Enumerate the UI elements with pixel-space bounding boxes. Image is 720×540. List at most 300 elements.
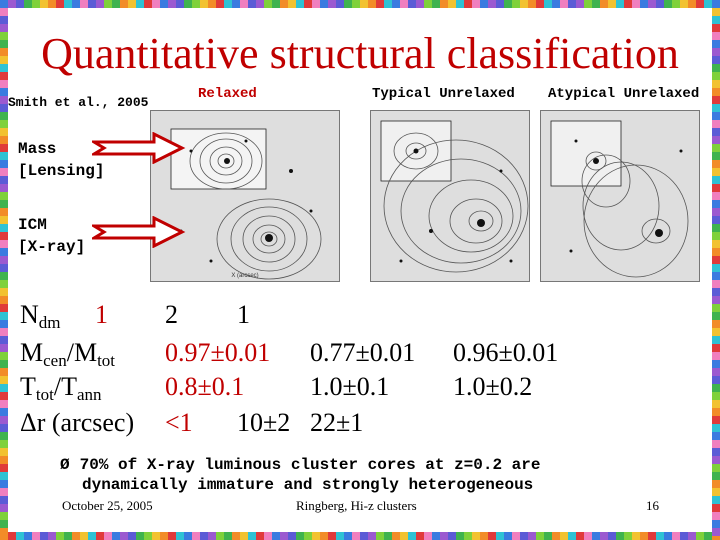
border-square bbox=[552, 0, 560, 8]
border-square bbox=[448, 0, 456, 8]
border-square bbox=[712, 512, 720, 520]
border-square bbox=[560, 0, 568, 8]
border-square bbox=[712, 0, 720, 8]
border-square bbox=[696, 0, 704, 8]
border-square bbox=[288, 532, 296, 540]
border-square bbox=[312, 0, 320, 8]
border-square bbox=[640, 0, 648, 8]
border-square bbox=[712, 376, 720, 384]
border-square bbox=[240, 532, 248, 540]
border-square bbox=[520, 532, 528, 540]
border-square bbox=[712, 288, 720, 296]
border-square bbox=[472, 532, 480, 540]
border-square bbox=[320, 0, 328, 8]
border-square bbox=[712, 128, 720, 136]
ndm-label: $N_{dm}$ bbox=[20, 300, 61, 332]
border-square bbox=[712, 496, 720, 504]
border-square bbox=[8, 532, 16, 540]
border-square bbox=[0, 312, 8, 320]
icm-label: ICM bbox=[18, 216, 47, 234]
row-ttot bbox=[20, 372, 102, 405]
border-square bbox=[112, 532, 120, 540]
ttot-label: $T_{tot}/T_{ann}$ bbox=[20, 372, 102, 404]
border-square bbox=[40, 532, 48, 540]
border-square bbox=[560, 532, 568, 540]
border-square bbox=[712, 424, 720, 432]
border-square bbox=[24, 0, 32, 8]
border-square bbox=[712, 192, 720, 200]
border-square bbox=[688, 0, 696, 8]
border-square bbox=[456, 532, 464, 540]
border-square bbox=[0, 336, 8, 344]
border-square bbox=[0, 456, 8, 464]
border-square bbox=[144, 0, 152, 8]
border-square bbox=[240, 0, 248, 8]
border-square bbox=[0, 528, 8, 536]
border-square bbox=[0, 472, 8, 480]
border-square bbox=[96, 0, 104, 8]
border-square bbox=[712, 96, 720, 104]
border-square bbox=[504, 532, 512, 540]
mass-label: Mass bbox=[18, 140, 57, 158]
border-square bbox=[0, 232, 8, 240]
border-square bbox=[568, 0, 576, 8]
border-square bbox=[280, 532, 288, 540]
border-square bbox=[0, 80, 8, 88]
border-square bbox=[32, 0, 40, 8]
border-square bbox=[0, 416, 8, 424]
border-square bbox=[424, 0, 432, 8]
border-square bbox=[0, 200, 8, 208]
border-square bbox=[528, 532, 536, 540]
border-square bbox=[472, 0, 480, 8]
border-square bbox=[104, 532, 112, 540]
border-square bbox=[360, 0, 368, 8]
border-square bbox=[600, 0, 608, 8]
border-square bbox=[0, 248, 8, 256]
border-square bbox=[0, 360, 8, 368]
border-square bbox=[712, 264, 720, 272]
border-square bbox=[656, 532, 664, 540]
border-square bbox=[0, 208, 8, 216]
border-square bbox=[712, 232, 720, 240]
row-ndm bbox=[20, 300, 61, 333]
border-square bbox=[88, 0, 96, 8]
border-square bbox=[72, 532, 80, 540]
border-square bbox=[136, 532, 144, 540]
row-mcen bbox=[20, 338, 115, 371]
border-square bbox=[208, 532, 216, 540]
border-square bbox=[80, 532, 88, 540]
border-square bbox=[712, 400, 720, 408]
border-square bbox=[304, 532, 312, 540]
border-square bbox=[616, 532, 624, 540]
border-square bbox=[712, 160, 720, 168]
border-square bbox=[168, 0, 176, 8]
border-square bbox=[392, 0, 400, 8]
column-label-typical-unrelaxed: Typical Unrelaxed bbox=[372, 86, 515, 102]
border-square bbox=[328, 532, 336, 540]
border-square bbox=[64, 0, 72, 8]
icm-arrow-icon bbox=[92, 216, 187, 248]
border-square bbox=[0, 344, 8, 352]
border-square bbox=[648, 0, 656, 8]
border-square bbox=[712, 280, 720, 288]
border-square bbox=[232, 532, 240, 540]
border-square bbox=[544, 532, 552, 540]
border-square bbox=[664, 532, 672, 540]
border-square bbox=[72, 0, 80, 8]
border-square bbox=[256, 0, 264, 8]
border-square bbox=[712, 352, 720, 360]
ndm-value-relaxed: 1 bbox=[95, 300, 108, 329]
border-square bbox=[712, 328, 720, 336]
border-square bbox=[192, 0, 200, 8]
border-square bbox=[400, 0, 408, 8]
border-square bbox=[0, 128, 8, 136]
border-square bbox=[712, 344, 720, 352]
border-square bbox=[112, 0, 120, 8]
border-square bbox=[0, 408, 8, 416]
border-square bbox=[296, 0, 304, 8]
border-square bbox=[576, 532, 584, 540]
border-square bbox=[88, 532, 96, 540]
border-square bbox=[0, 88, 8, 96]
icm-xray-label bbox=[18, 214, 85, 258]
border-square bbox=[424, 532, 432, 540]
border-square bbox=[336, 532, 344, 540]
border-square bbox=[640, 532, 648, 540]
border-square bbox=[712, 176, 720, 184]
border-square bbox=[536, 0, 544, 8]
typical-contour-map bbox=[371, 111, 529, 281]
border-square bbox=[712, 448, 720, 456]
border-square bbox=[0, 144, 8, 152]
border-square bbox=[712, 440, 720, 448]
border-square bbox=[32, 532, 40, 540]
border-square bbox=[512, 0, 520, 8]
border-square bbox=[360, 532, 368, 540]
atypical-unrelaxed-cluster-image bbox=[540, 110, 700, 282]
mcen-label: $M_{cen}/M_{tot}$ bbox=[20, 338, 116, 370]
border-square bbox=[0, 376, 8, 384]
border-square bbox=[0, 0, 8, 8]
border-square bbox=[120, 0, 128, 8]
border-square bbox=[408, 0, 416, 8]
border-square bbox=[0, 328, 8, 336]
border-square bbox=[144, 532, 152, 540]
border-square bbox=[552, 532, 560, 540]
border-square bbox=[712, 272, 720, 280]
border-square bbox=[648, 532, 656, 540]
border-square bbox=[200, 0, 208, 8]
border-square bbox=[504, 0, 512, 8]
border-square bbox=[712, 208, 720, 216]
border-square bbox=[328, 0, 336, 8]
border-square bbox=[224, 532, 232, 540]
border-square bbox=[464, 532, 472, 540]
border-square bbox=[0, 488, 8, 496]
ttot-value-atypical: 1.0±0.2 bbox=[453, 372, 533, 401]
border-square bbox=[48, 532, 56, 540]
border-square bbox=[536, 532, 544, 540]
border-square bbox=[712, 320, 720, 328]
border-square bbox=[696, 532, 704, 540]
dr-value-relaxed: <1 bbox=[165, 408, 193, 437]
border-square bbox=[0, 384, 8, 392]
border-square bbox=[712, 336, 720, 344]
border-square bbox=[368, 0, 376, 8]
border-square bbox=[712, 200, 720, 208]
border-square bbox=[712, 520, 720, 528]
border-square bbox=[712, 184, 720, 192]
border-square bbox=[192, 532, 200, 540]
border-square bbox=[376, 532, 384, 540]
border-square bbox=[256, 532, 264, 540]
ttot-value-typical: 1.0±0.1 bbox=[310, 372, 390, 401]
border-square bbox=[712, 104, 720, 112]
border-square bbox=[712, 8, 720, 16]
border-square bbox=[0, 296, 8, 304]
footer-date: October 25, 2005 bbox=[62, 498, 153, 513]
conclusion-line-1: Ø 70% of X-ray luminous cluster cores at z=0.2 are bbox=[60, 456, 541, 474]
border-square bbox=[280, 0, 288, 8]
border-square bbox=[0, 136, 8, 144]
border-square bbox=[248, 0, 256, 8]
border-square bbox=[592, 532, 600, 540]
border-square bbox=[0, 464, 8, 472]
border-square bbox=[16, 0, 24, 8]
border-square bbox=[184, 532, 192, 540]
border-square bbox=[584, 532, 592, 540]
ttot-value-relaxed: 0.8±0.1 bbox=[165, 372, 245, 401]
border-square bbox=[0, 112, 8, 120]
border-square bbox=[0, 432, 8, 440]
border-square bbox=[456, 0, 464, 8]
border-square bbox=[464, 0, 472, 8]
border-square bbox=[0, 104, 8, 112]
border-square bbox=[400, 532, 408, 540]
border-square bbox=[712, 504, 720, 512]
border-square bbox=[0, 152, 8, 160]
citation: Smith et al., 2005 bbox=[8, 95, 149, 110]
border-square bbox=[712, 16, 720, 24]
ndm-value-atypical: 1 bbox=[237, 300, 250, 329]
border-square bbox=[304, 0, 312, 8]
border-square bbox=[480, 532, 488, 540]
border-square bbox=[712, 408, 720, 416]
border-square bbox=[592, 0, 600, 8]
border-square bbox=[712, 248, 720, 256]
border-square bbox=[712, 472, 720, 480]
border-square bbox=[0, 240, 8, 248]
border-square bbox=[672, 0, 680, 8]
border-square bbox=[64, 532, 72, 540]
border-square bbox=[608, 532, 616, 540]
border-square bbox=[712, 120, 720, 128]
border-square bbox=[200, 532, 208, 540]
border-square bbox=[0, 96, 8, 104]
border-square bbox=[0, 504, 8, 512]
dr-value-atypical: 22±1 bbox=[310, 408, 364, 437]
border-square bbox=[392, 532, 400, 540]
border-square bbox=[608, 0, 616, 8]
border-square bbox=[128, 0, 136, 8]
column-label-atypical-unrelaxed: Atypical Unrelaxed bbox=[548, 86, 700, 102]
border-square bbox=[584, 0, 592, 8]
border-square bbox=[136, 0, 144, 8]
border-square bbox=[576, 0, 584, 8]
border-square bbox=[0, 16, 8, 24]
border-square bbox=[0, 440, 8, 448]
border-square bbox=[176, 0, 184, 8]
border-square bbox=[512, 532, 520, 540]
border-square bbox=[712, 312, 720, 320]
border-square bbox=[712, 304, 720, 312]
border-square bbox=[712, 432, 720, 440]
border-square bbox=[0, 272, 8, 280]
border-square bbox=[0, 368, 8, 376]
border-square bbox=[8, 0, 16, 8]
dr-value-typical: 10±2 bbox=[237, 408, 291, 437]
page-title: Quantitative structural classification bbox=[41, 29, 679, 78]
border-square bbox=[96, 532, 104, 540]
border-square bbox=[0, 424, 8, 432]
footer-venue: Ringberg, Hi-z clusters bbox=[296, 498, 417, 513]
border-square bbox=[656, 0, 664, 8]
border-square bbox=[568, 532, 576, 540]
border-square bbox=[688, 532, 696, 540]
border-square bbox=[48, 0, 56, 8]
border-square bbox=[296, 532, 304, 540]
border-square bbox=[712, 168, 720, 176]
border-square bbox=[480, 0, 488, 8]
border-square bbox=[248, 532, 256, 540]
border-square bbox=[216, 532, 224, 540]
border-square bbox=[712, 80, 720, 88]
border-square bbox=[712, 384, 720, 392]
border-square bbox=[352, 532, 360, 540]
border-square bbox=[496, 0, 504, 8]
border-square bbox=[320, 532, 328, 540]
border-square bbox=[712, 480, 720, 488]
border-square bbox=[672, 532, 680, 540]
border-square bbox=[0, 304, 8, 312]
border-square bbox=[128, 532, 136, 540]
border-square bbox=[0, 224, 8, 232]
border-square bbox=[0, 448, 8, 456]
border-square bbox=[712, 112, 720, 120]
border-square bbox=[152, 0, 160, 8]
conclusion bbox=[60, 455, 660, 495]
border-square bbox=[344, 532, 352, 540]
border-square bbox=[0, 496, 8, 504]
border-square bbox=[160, 0, 168, 8]
border-square bbox=[56, 0, 64, 8]
border-square bbox=[0, 352, 8, 360]
border-square bbox=[712, 416, 720, 424]
column-label-relaxed: Relaxed bbox=[198, 86, 257, 102]
border-square bbox=[344, 0, 352, 8]
border-square bbox=[0, 8, 8, 16]
lensing-label: [Lensing] bbox=[18, 162, 105, 180]
border-square bbox=[376, 0, 384, 8]
border-square bbox=[528, 0, 536, 8]
border-square bbox=[416, 532, 424, 540]
border-square bbox=[0, 392, 8, 400]
ndm-value-typical: 2 bbox=[165, 300, 178, 329]
border-square bbox=[680, 532, 688, 540]
border-square bbox=[0, 160, 8, 168]
border-square bbox=[616, 0, 624, 8]
border-square bbox=[448, 532, 456, 540]
border-square bbox=[712, 464, 720, 472]
border-square bbox=[496, 532, 504, 540]
border-square bbox=[712, 256, 720, 264]
border-square bbox=[0, 168, 8, 176]
border-square bbox=[264, 0, 272, 8]
border-square bbox=[632, 0, 640, 8]
border-square bbox=[120, 532, 128, 540]
border-square bbox=[24, 532, 32, 540]
border-square bbox=[384, 532, 392, 540]
border-square bbox=[680, 0, 688, 8]
border-square bbox=[232, 0, 240, 8]
typical-unrelaxed-cluster-image bbox=[370, 110, 530, 282]
border-square bbox=[312, 532, 320, 540]
border-square bbox=[488, 0, 496, 8]
border-square bbox=[704, 0, 712, 8]
border-square bbox=[0, 520, 8, 528]
border-square bbox=[440, 532, 448, 540]
border-square bbox=[0, 288, 8, 296]
border-square bbox=[520, 0, 528, 8]
conclusion-line-2: dynamically immature and strongly heterogeneous bbox=[82, 476, 534, 494]
border-square bbox=[600, 532, 608, 540]
border-square bbox=[712, 528, 720, 536]
border-square bbox=[432, 0, 440, 8]
border-square bbox=[712, 88, 720, 96]
border-square bbox=[80, 0, 88, 8]
border-square bbox=[168, 532, 176, 540]
border-square bbox=[712, 392, 720, 400]
border-square bbox=[432, 532, 440, 540]
border-square bbox=[704, 532, 712, 540]
border-square bbox=[176, 532, 184, 540]
border-square bbox=[0, 256, 8, 264]
mcen-value-typical: 0.77±0.01 bbox=[310, 338, 416, 367]
border-square bbox=[0, 192, 8, 200]
border-square bbox=[184, 0, 192, 8]
border-square bbox=[712, 144, 720, 152]
border-square bbox=[632, 532, 640, 540]
border-square bbox=[288, 0, 296, 8]
atypical-contour-map bbox=[541, 111, 699, 281]
border-square bbox=[544, 0, 552, 8]
border-square bbox=[368, 532, 376, 540]
border-square bbox=[416, 0, 424, 8]
border-square bbox=[0, 176, 8, 184]
border-square bbox=[40, 0, 48, 8]
border-square bbox=[384, 0, 392, 8]
border-square bbox=[272, 0, 280, 8]
border-square bbox=[0, 216, 8, 224]
border-square bbox=[0, 120, 8, 128]
border-square bbox=[408, 532, 416, 540]
border-square bbox=[0, 184, 8, 192]
border-square bbox=[0, 280, 8, 288]
border-square bbox=[216, 0, 224, 8]
